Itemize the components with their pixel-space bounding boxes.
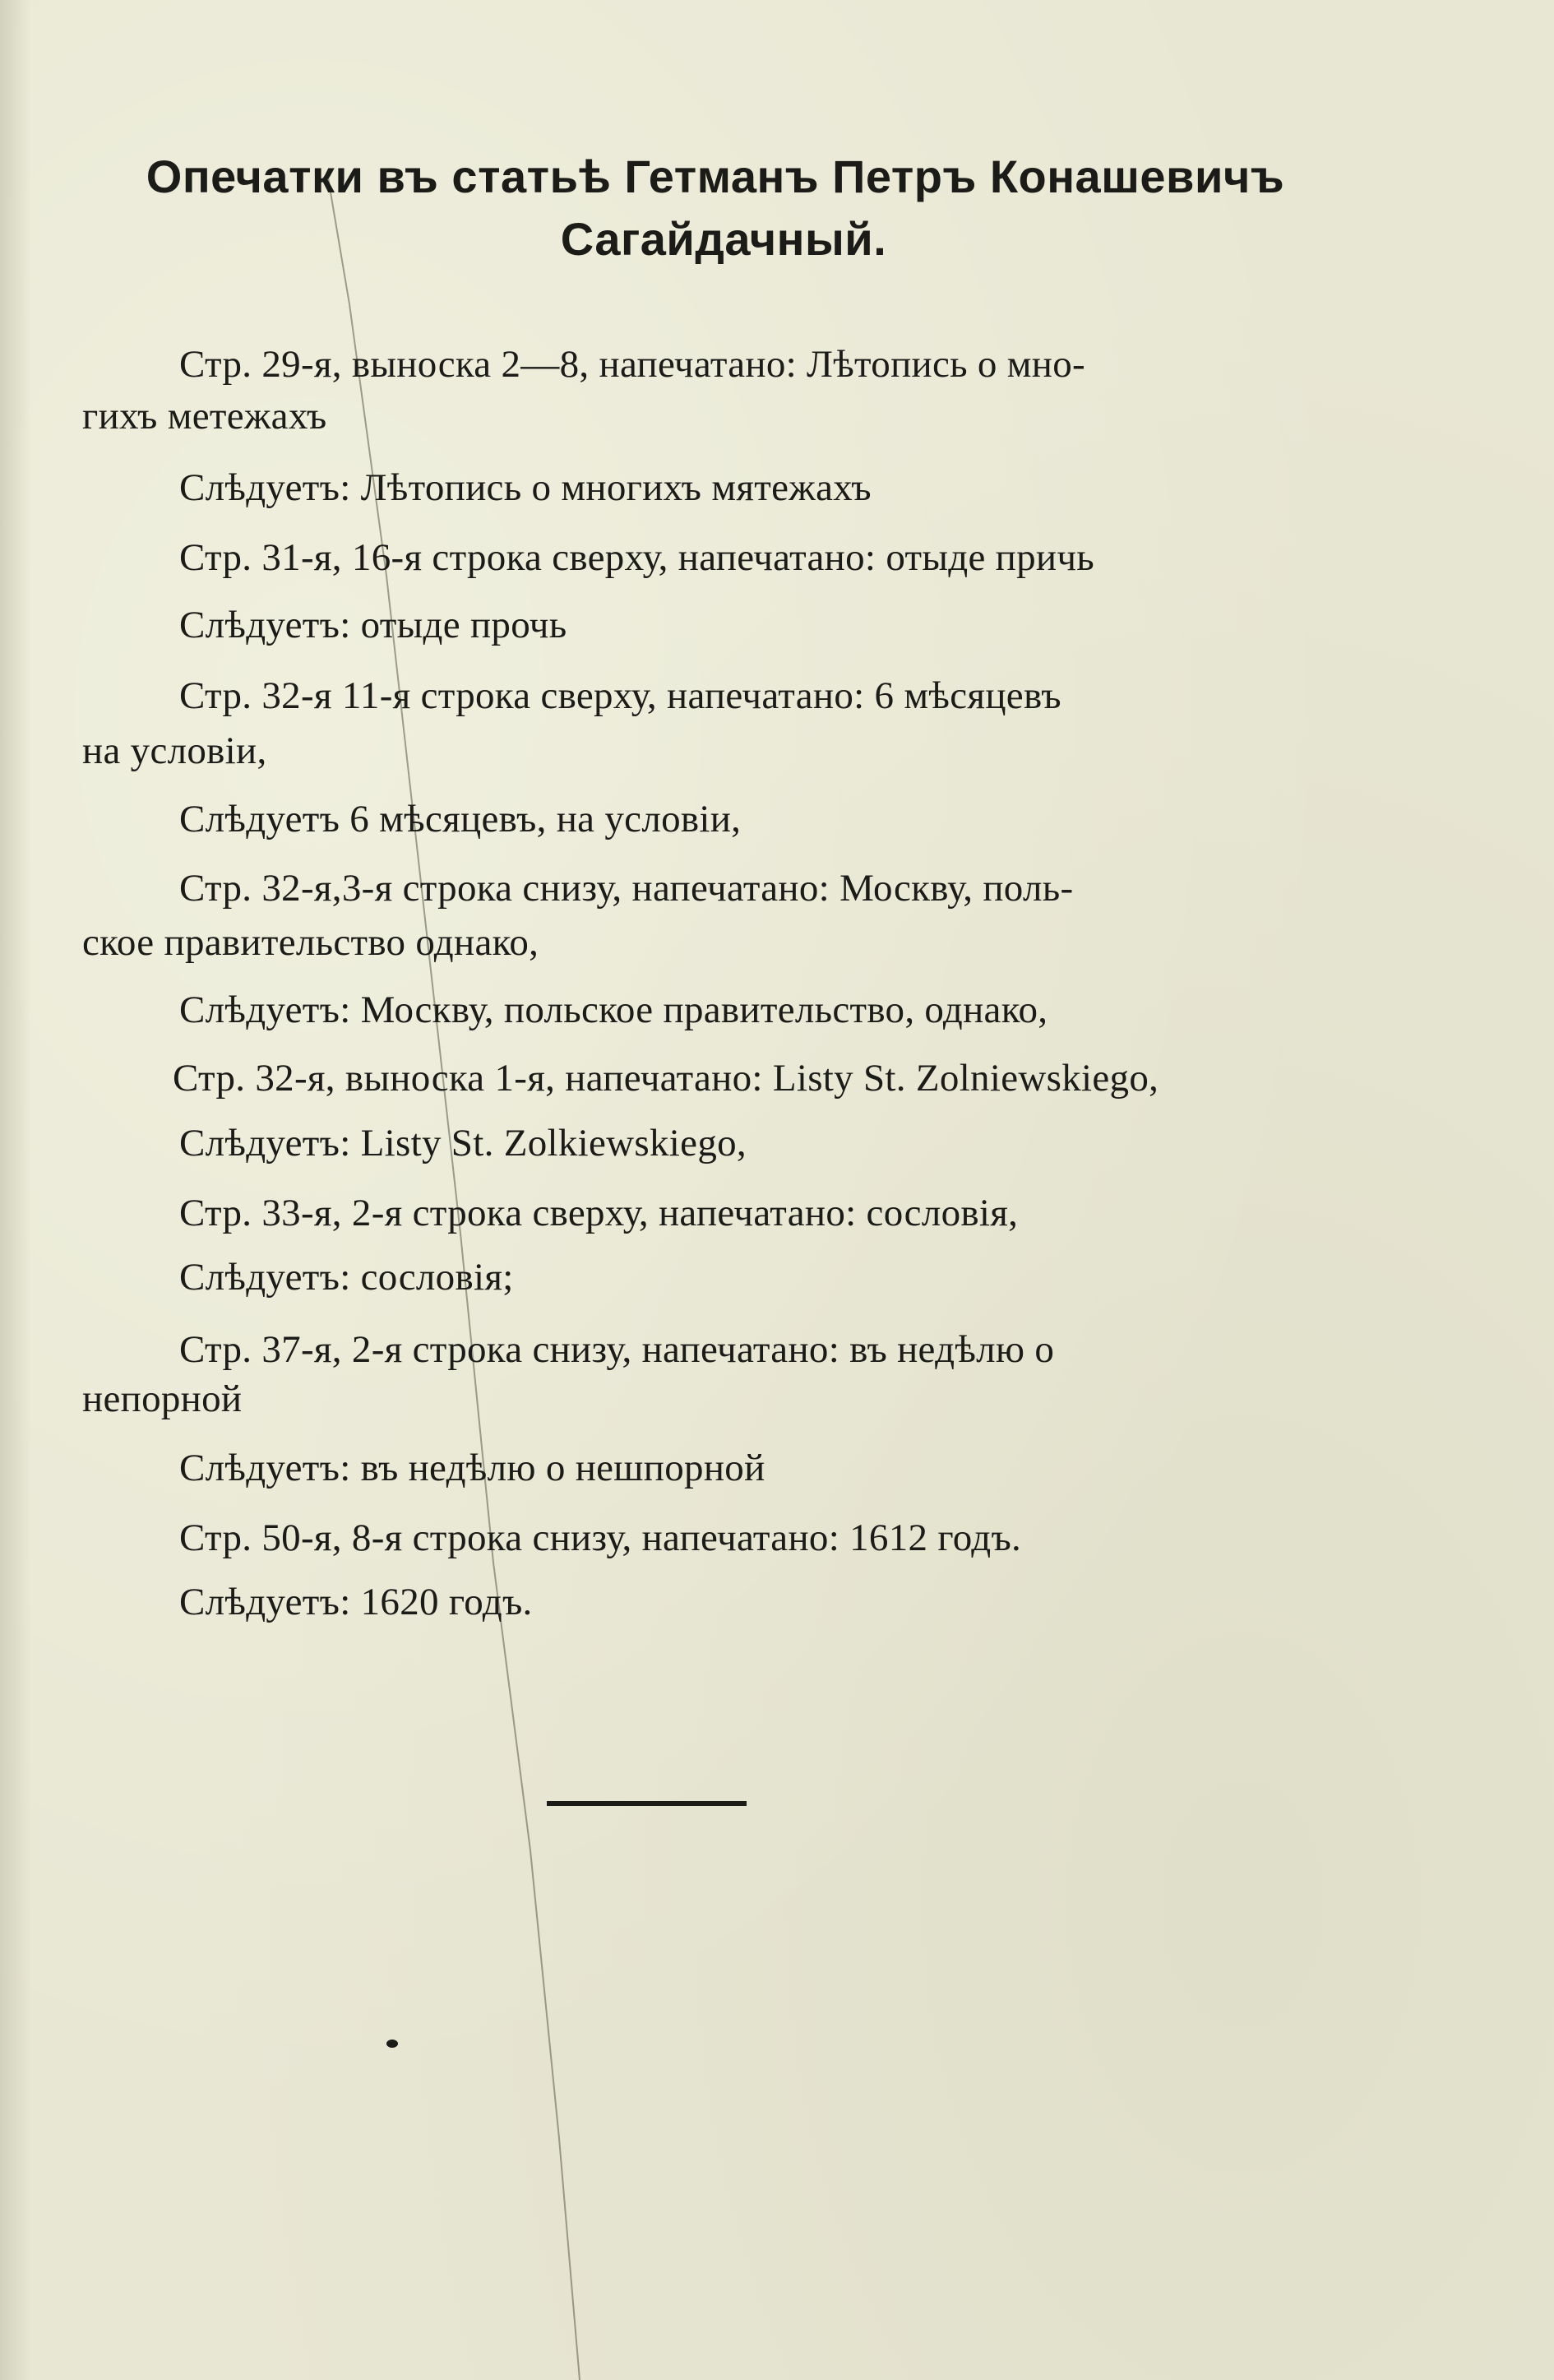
errata-line: Слѣдуетъ: Listy St. Zolkiewskiego, bbox=[179, 1122, 747, 1165]
errata-line: Слѣдуетъ: Лѣтопись о многихъ мятежахъ bbox=[179, 466, 872, 509]
errata-line: Слѣдуетъ: отыде прочь bbox=[179, 604, 567, 646]
errata-line: непорной bbox=[82, 1378, 243, 1420]
errata-line: Слѣдуетъ: Москву, польское правительство, однако, bbox=[179, 989, 1048, 1031]
closing-rule bbox=[547, 1801, 747, 1806]
errata-line: Слѣдуетъ: сословiя; bbox=[179, 1256, 514, 1299]
errata-line: Стр. 50-я, 8-я строка снизу, напечатано: 1612 годъ. bbox=[179, 1516, 1022, 1559]
errata-line: Слѣдуетъ: 1620 годъ. bbox=[179, 1581, 533, 1623]
errata-line: ское правительство однако, bbox=[82, 921, 539, 964]
errata-line: Стр. 37-я, 2-я строка снизу, напечатано: въ недѣлю о bbox=[179, 1328, 1055, 1371]
errata-line: Стр. 32-я, выноска 1-я, напечатано: Listy St. Zolniewskiego, bbox=[173, 1057, 1159, 1100]
errata-line: Слѣдуетъ: въ недѣлю о нешпорной bbox=[179, 1447, 765, 1489]
errata-line: Стр. 32-я,3-я строка снизу, напечатано: Москву, поль- bbox=[179, 867, 1074, 910]
errata-line: Слѣдуетъ 6 мѣсяцевъ, на условiи, bbox=[179, 798, 742, 840]
page-title-line-2: Сагайдачный. bbox=[560, 213, 887, 265]
ink-speck bbox=[386, 2040, 398, 2048]
errata-line: Стр. 31-я, 16-я строка сверху, напечатано: отыде причь bbox=[179, 536, 1095, 579]
page-edge-shadow bbox=[0, 0, 31, 2380]
errata-line: на условiи, bbox=[82, 729, 267, 772]
page-title-line-1: Опечатки въ статьѣ Гетманъ Петръ Конашевичъ bbox=[146, 150, 1285, 202]
errata-line: Стр. 29-я, выноска 2—8, напечатано: Лѣтопись о мно- bbox=[179, 343, 1086, 386]
errata-line: гихъ метежахъ bbox=[82, 395, 327, 438]
errata-line: Стр. 33-я, 2-я строка сверху, напечатано: сословiя, bbox=[179, 1192, 1019, 1234]
errata-line: Стр. 32-я 11-я строка сверху, напечатано: 6 мѣсяцевъ bbox=[179, 674, 1061, 717]
